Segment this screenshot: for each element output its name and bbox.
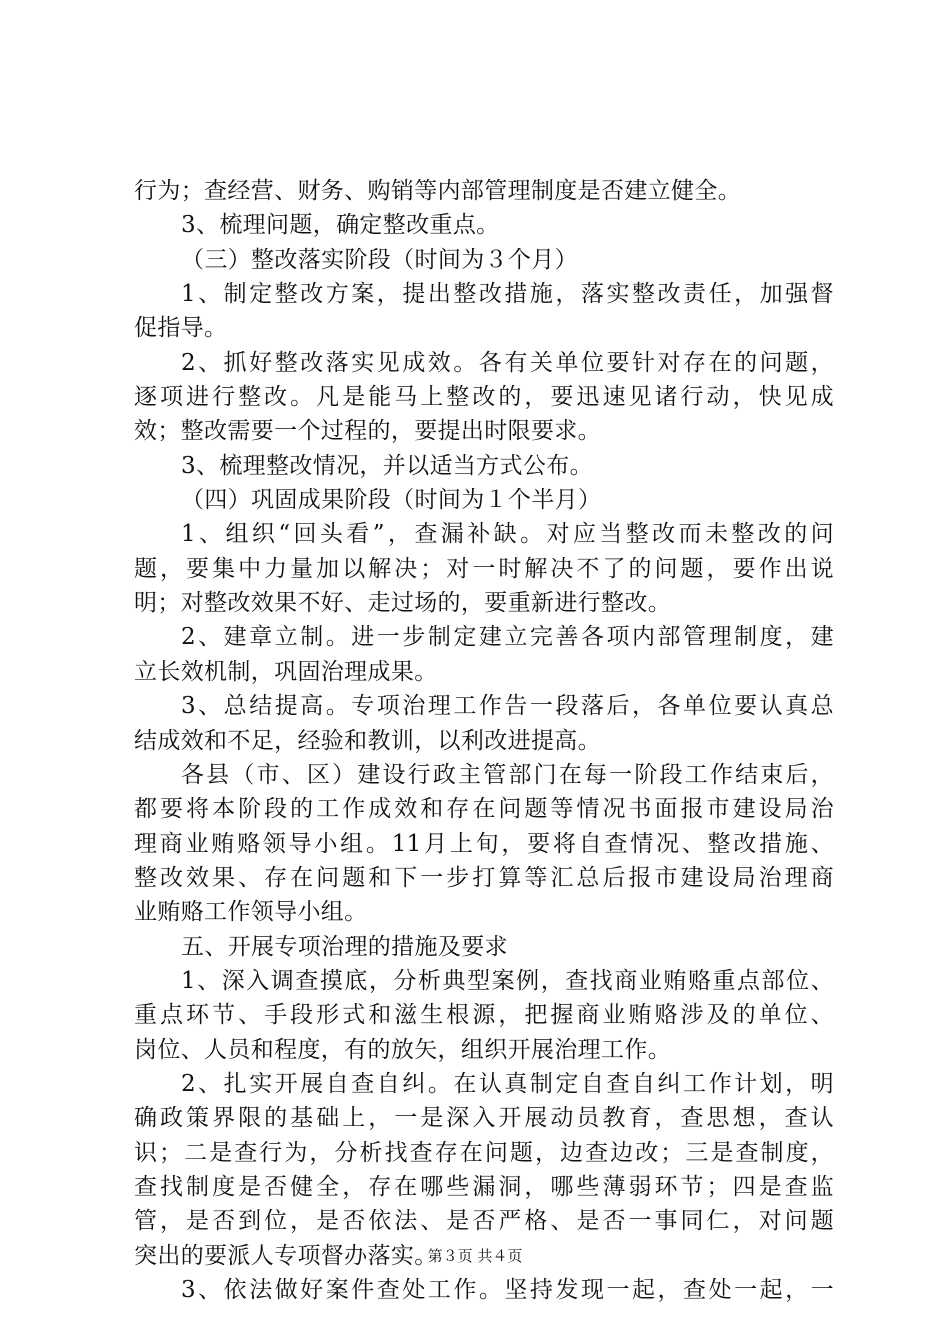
text-line: 3、总结提高。专项治理工作告一段落后，各单位要认真总	[181, 693, 834, 720]
text-line: 各县（市、区）建设行政主管部门在每一阶段工作结束后，	[181, 761, 834, 788]
text-line: 查找制度是否健全，存在哪些漏洞，哪些薄弱环节；四是查监	[134, 1173, 834, 1200]
page-footer: 第３页 共４页	[427, 1247, 523, 1265]
text-line: 结成效和不足，经验和教训，以利改进提高。	[134, 727, 601, 754]
text-line: 3、梳理问题，确定整改重点。	[181, 212, 500, 239]
document-body	[134, 174, 834, 1307]
text-line: 3、梳理整改情况，并以适当方式公布。	[181, 452, 593, 479]
text-line: 都要将本阶段的工作成效和存在问题等情况书面报市建设局治	[134, 796, 834, 823]
text-line: （三）整改落实阶段（时间为３个月）	[181, 246, 578, 273]
text-line: 明；对整改效果不好、走过场的，要重新进行整改。	[134, 590, 672, 617]
text-line: 管，是否到位，是否依法、是否严格、是否一事同仁，对问题	[134, 1208, 834, 1235]
text-line: 题，要集中力量加以解决；对一时解决不了的问题，要作出说	[134, 555, 834, 582]
text-line: 行为；查经营、财务、购销等内部管理制度是否建立健全。	[134, 178, 742, 204]
text-line: 立长效机制，巩固治理成果。	[134, 658, 438, 685]
text-line: 业贿赂工作领导小组。	[134, 899, 368, 926]
text-line: 逐项进行整改。凡是能马上整改的，要迅速见诸行动，快见成	[134, 384, 834, 411]
text-line: 理商业贿赂领导小组。11月上旬，要将自查情况、整改措施、	[134, 830, 834, 857]
text-line: 整改效果、存在问题和下一步打算等汇总后报市建设局治理商	[134, 864, 834, 891]
text-line: 效；整改需要一个过程的，要提出时限要求。	[134, 418, 601, 445]
text-line: 岗位、人员和程度，有的放矢，组织开展治理工作。	[134, 1036, 672, 1063]
text-line: 2、建章立制。进一步制定建立完善各项内部管理制度，建	[181, 624, 834, 651]
text-line: 1、组织“回头看”，查漏补缺。对应当整改而未整改的问	[181, 521, 834, 548]
text-line: 突出的要派人专项督办落实。	[134, 1242, 438, 1269]
text-line: 促指导。	[134, 315, 228, 342]
text-line: 1、深入调查摸底，分析典型案例，查找商业贿赂重点部位、	[181, 967, 834, 994]
text-line: 2、扎实开展自查自纠。在认真制定自查自纠工作计划，明	[181, 1070, 834, 1097]
text-line: （四）巩固成果阶段（时间为１个半月）	[181, 487, 602, 514]
text-line: 确政策界限的基础上，一是深入开展动员教育，查思想，查认	[134, 1105, 834, 1132]
text-line: 重点环节、手段形式和滋生根源，把握商业贿赂涉及的单位、	[134, 1002, 834, 1029]
text-line: 识；二是查行为，分析找查存在问题，边查边改；三是查制度，	[134, 1139, 834, 1166]
text-line: 1、制定整改方案，提出整改措施，落实整改责任，加强督	[181, 281, 834, 308]
text-line: 五、开展专项治理的措施及要求	[181, 933, 508, 960]
text-line: 2、抓好整改落实见成效。各有关单位要针对存在的问题，	[181, 349, 834, 376]
text-line: 3、依法做好案件查处工作。坚持发现一起，查处一起，一	[181, 1277, 834, 1303]
